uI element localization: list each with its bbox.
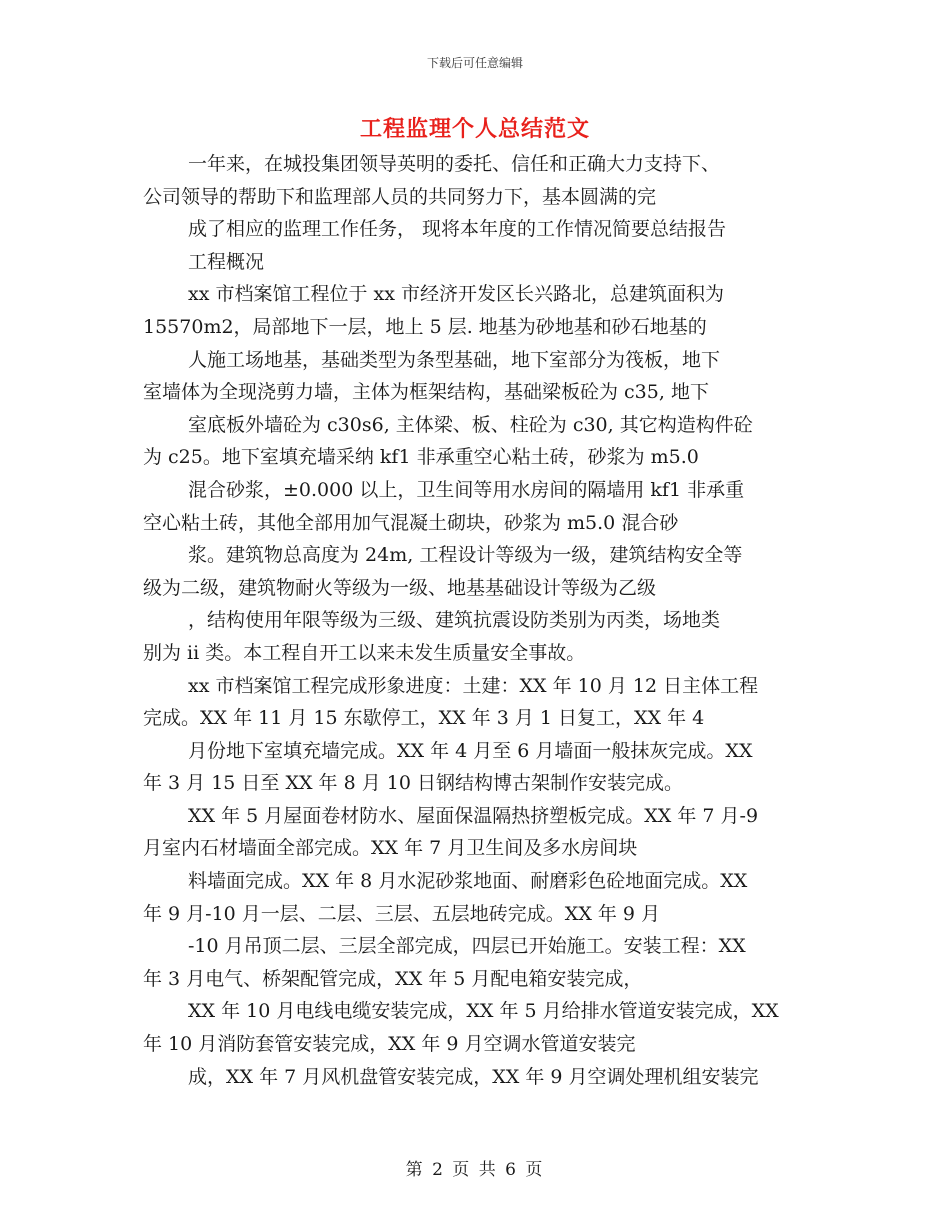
body-text-line: 为 c25。地下室填充墙采纳 kf1 非承重空心粘土砖，砂浆为 m5.0	[143, 446, 699, 469]
body-text-line: 人施工场地基，基础类型为条型基础，地下室部分为筏板，地下	[188, 348, 721, 371]
body-text-line: 年 9 月-10 月一层、二层、三层、五层地砖完成。XX 年 9 月	[143, 902, 661, 925]
body-text-line: 公司领导的帮助下和监理部人员的共同努力下，基本圆满的完	[143, 185, 657, 208]
body-text-line: 室底板外墙砼为 c30s6, 主体梁、板、柱砼为 c30, 其它构造构件砼	[188, 413, 753, 436]
body-text-line: 月室内石材墙面全部完成。XX 年 7 月卫生间及多水房间块	[143, 837, 638, 860]
body-text-line: 15570m2，局部地下一层，地上 5 层. 地基为砂地基和砂石地基的	[143, 315, 707, 338]
body-text-line: 成，XX 年 7 月风机盘管安装完成，XX 年 9 月空调处理机组安装完	[188, 1065, 759, 1088]
body-text-line: 一年来，在城投集团领导英明的委托、信任和正确大力支持下、	[188, 153, 721, 175]
body-text-line: 年 3 月电气、桥架配管完成，XX 年 5 月配电箱安装完成，	[143, 967, 643, 990]
body-text-line: 年 3 月 15 日至 XX 年 8 月 10 日钢结构博古架制作安装完成。	[143, 772, 683, 795]
body-text-line: 级为二级，建筑物耐火等级为一级、地基基础设计等级为乙级	[143, 576, 657, 599]
body-text-line: -10 月吊顶二层、三层全部完成，四层已开始施工。安装工程：XX	[188, 935, 746, 958]
body-text-line: 工程概况	[188, 250, 265, 273]
body-text-line: 浆。建筑物总高度为 24m, 工程设计等级为一级，建筑结构安全等	[188, 544, 743, 567]
body-text-line: 料墙面完成。XX 年 8 月水泥砂浆地面、耐磨彩色砼地面完成。XX	[188, 870, 748, 893]
body-text-line: 年 10 月消防套管安装完成，XX 年 9 月空调水管道安装完	[143, 1033, 636, 1056]
body-text-line: 别为 ii 类。本工程自开工以来未发生质量安全事故。	[143, 641, 586, 664]
page-number-footer: 第 2 页 共 6 页	[405, 1160, 545, 1180]
body-text-line: 月份地下室填充墙完成。XX 年 4 月至 6 月墙面一般抹灰完成。XX	[188, 739, 753, 762]
page-header-note: 下载后可任意编辑	[426, 56, 523, 70]
body-text-line: xx 市档案馆工程完成形象进度：土建：XX 年 10 月 12 日主体工程	[188, 674, 759, 697]
body-text-line: 室墙体为全现浇剪力墙，主体为框架结构，基础梁板砼为 c35, 地下	[143, 381, 709, 404]
body-text-line: ，结构使用年限等级为三级、建筑抗震设防类别为丙类，场地类	[188, 609, 721, 632]
body-text-line: XX 年 10 月电线电缆安装完成，XX 年 5 月给排水管道安装完成，XX	[188, 1000, 779, 1023]
body-text-line: 混合砂浆，±0.000 以上，卫生间等用水房间的隔墙用 kf1 非承重	[188, 478, 745, 501]
body-text-line: 完成。XX 年 11 月 15 东歇停工，XX 年 3 月 1 日复工，XX 年 4	[143, 707, 705, 730]
body-text-line: xx 市档案馆工程位于 xx 市经济开发区长兴路北，总建筑面积为	[188, 283, 724, 306]
document-title: 工程监理个人总结范文	[359, 116, 590, 142]
body-text-line: XX 年 5 月屋面卷材防水、屋面保温隔热挤塑板完成。XX 年 7 月-9	[188, 804, 759, 827]
document-body	[143, 148, 823, 1093]
body-text-line: 空心粘土砖，其他全部用加气混凝土砌块，砂浆为 m5.0 混合砂	[143, 511, 679, 534]
body-text-line: 成了相应的监理工作任务， 现将本年度的工作情况简要总结报告	[188, 218, 727, 241]
